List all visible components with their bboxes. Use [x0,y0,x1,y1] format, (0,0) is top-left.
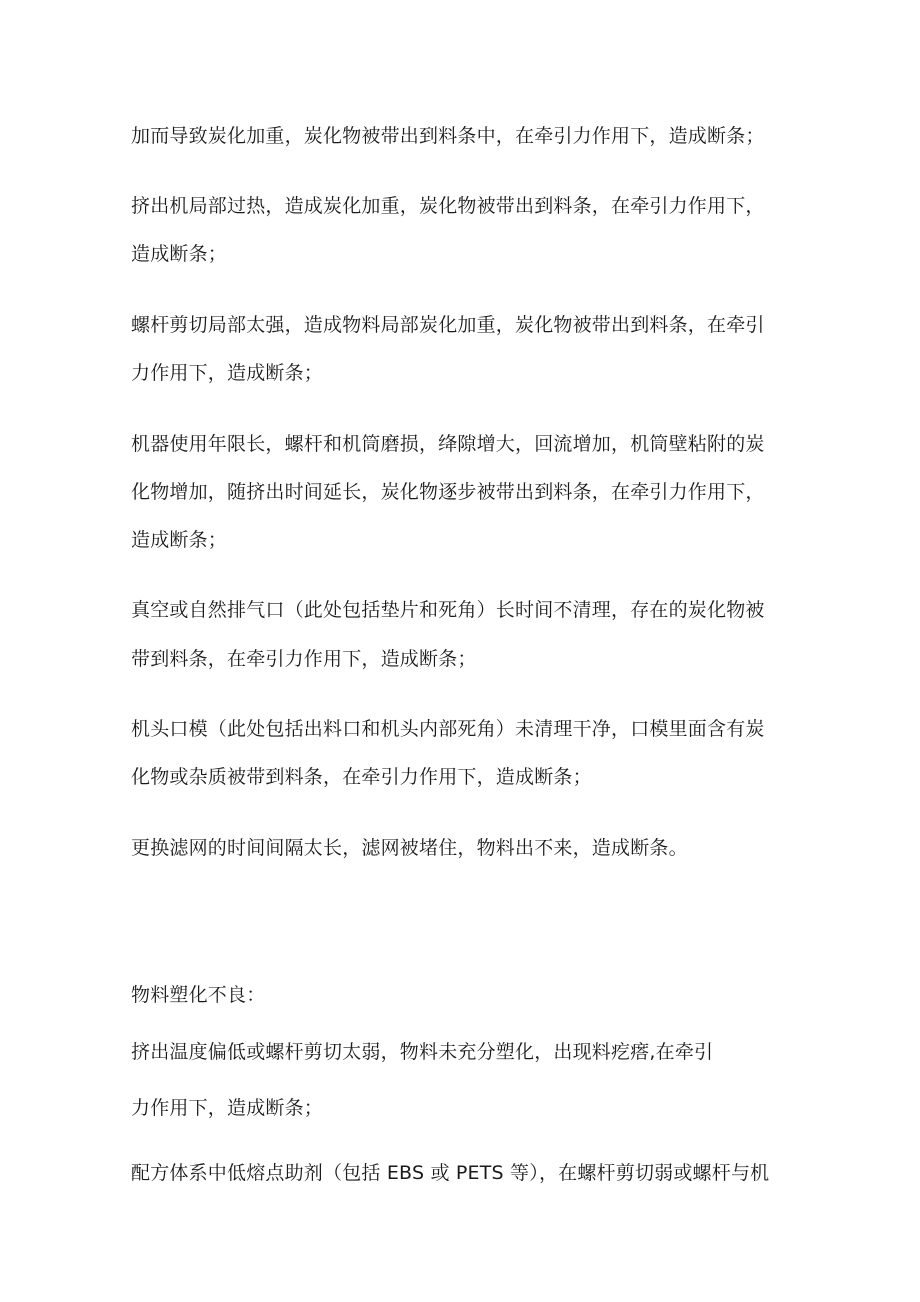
text-line: 化物增加，随挤出时间延长，炭化物逐步被带出到料条，在牵引力作用下， [131,481,765,503]
text-line: 力作用下，造成断条； [131,1097,324,1119]
text-line: 机头口模（此处包括出料口和机头内部死角）未清理干净，口模里面含有炭 [131,718,765,740]
text-line: 挤出机局部过热，造成炭化加重，炭化物被带出到料条，在牵引力作用下， [131,195,765,217]
text-line: 真空或自然排气口（此处包括垫片和死角）长时间不清理，存在的炭化物被 [131,599,765,621]
text-line: 机器使用年限长，螺杆和机筒磨损，绛隙增大，回流增加，机筒壁粘附的炭 [131,433,765,455]
text-line: 更换滤网的时间间隔太长，滤网被堵住，物料出不来，造成断条。 [131,837,688,859]
text-line: 力作用下，造成断条； [131,362,324,384]
text-line: 加而导致炭化加重，炭化物被带出到料条中，在牵引力作用下，造成断条； [131,125,765,147]
text-line: 造成断条； [131,529,228,551]
text-line: 配方体系中低熔点助剂（包括 EBS 或 PETS 等），在螺杆剪切弱或螺杆与机 [131,1162,770,1184]
text-line: 带到料条，在牵引力作用下，造成断条； [131,648,477,670]
text-line: 挤出温度偏低或螺杆剪切太弱，物料未充分塑化，出现料疙瘩,在牵引 [131,1041,714,1063]
text-line: 化物或杂质被带到料条，在牵引力作用下，造成断条； [131,766,592,788]
text-line: 螺杆剪切局部太强，造成物料局部炭化加重，炭化物被带出到料条，在牵引 [131,314,765,336]
section-heading: 物料塑化不良： [131,984,266,1006]
text-line: 造成断条； [131,243,228,265]
